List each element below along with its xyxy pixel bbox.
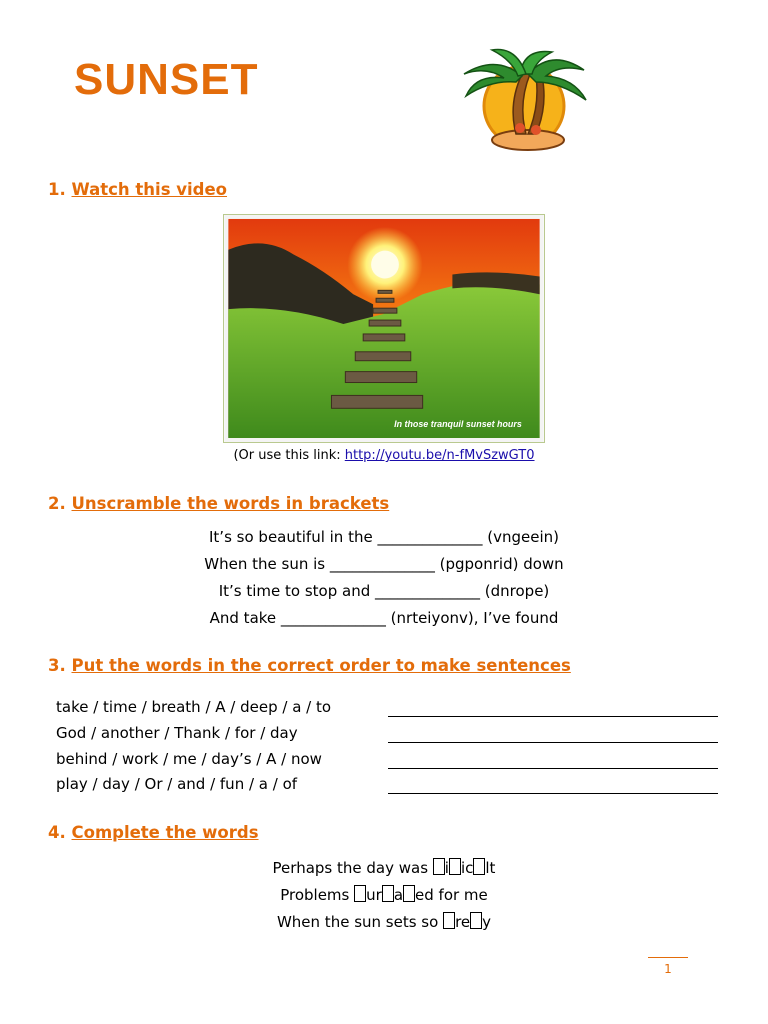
unscramble-line: When the sun is ______________ (pgponrid) down xyxy=(204,555,564,573)
letter-box[interactable] xyxy=(449,858,461,875)
letter-box[interactable] xyxy=(473,858,485,875)
video-caption: In those tranquil sunset hours xyxy=(394,419,522,430)
complete-line: When the sun sets so re y xyxy=(276,913,492,931)
video-thumbnail[interactable] xyxy=(223,214,545,443)
order-words: play / day / Or / and / fun / a / of xyxy=(56,775,298,793)
complete-line: Problems ur a ed for me xyxy=(280,886,488,904)
unscramble-line: It’s so beautiful in the ______________ (vngeein) xyxy=(209,528,559,546)
complete-line: Perhaps the day was i ic lt xyxy=(272,859,496,877)
order-words: God / another / Thank / for / day xyxy=(56,724,298,742)
page-title: SUNSET xyxy=(74,55,259,104)
letter-box[interactable] xyxy=(382,885,394,902)
section-3-heading: 3. Put the words in the correct order to make sentences xyxy=(48,656,571,675)
section-1-heading: 1. Watch this video xyxy=(48,180,228,199)
letter-box[interactable] xyxy=(433,858,445,875)
page-number: 1 xyxy=(648,957,688,976)
answer-line[interactable] xyxy=(388,793,718,794)
palm-tree-icon xyxy=(456,44,592,152)
letter-box[interactable] xyxy=(354,885,366,902)
section-4-heading: 4. Complete the words xyxy=(48,823,259,842)
answer-line[interactable] xyxy=(388,742,718,743)
watch-video-link[interactable]: Watch this video xyxy=(71,180,228,199)
youtube-link[interactable]: http://youtu.be/n-fMvSzwGT0 xyxy=(344,448,535,463)
order-words: behind / work / me / day’s / A / now xyxy=(56,750,322,768)
letter-box[interactable] xyxy=(443,912,455,929)
answer-line[interactable] xyxy=(388,768,718,769)
section-2-heading: 2. Unscramble the words in brackets xyxy=(48,494,390,513)
order-words: take / time / breath / A / deep / a / to xyxy=(56,698,332,716)
letter-box[interactable] xyxy=(403,885,415,902)
letter-box[interactable] xyxy=(470,912,482,929)
unscramble-line: It’s time to stop and ______________ (dnrope) xyxy=(218,582,550,600)
unscramble-line: And take ______________ (nrteiyonv), I’ve found xyxy=(209,609,559,627)
answer-line[interactable] xyxy=(388,716,718,717)
video-link-note: (Or use this link: http://youtu.be/n-fMvSzwGT0 xyxy=(233,448,535,463)
